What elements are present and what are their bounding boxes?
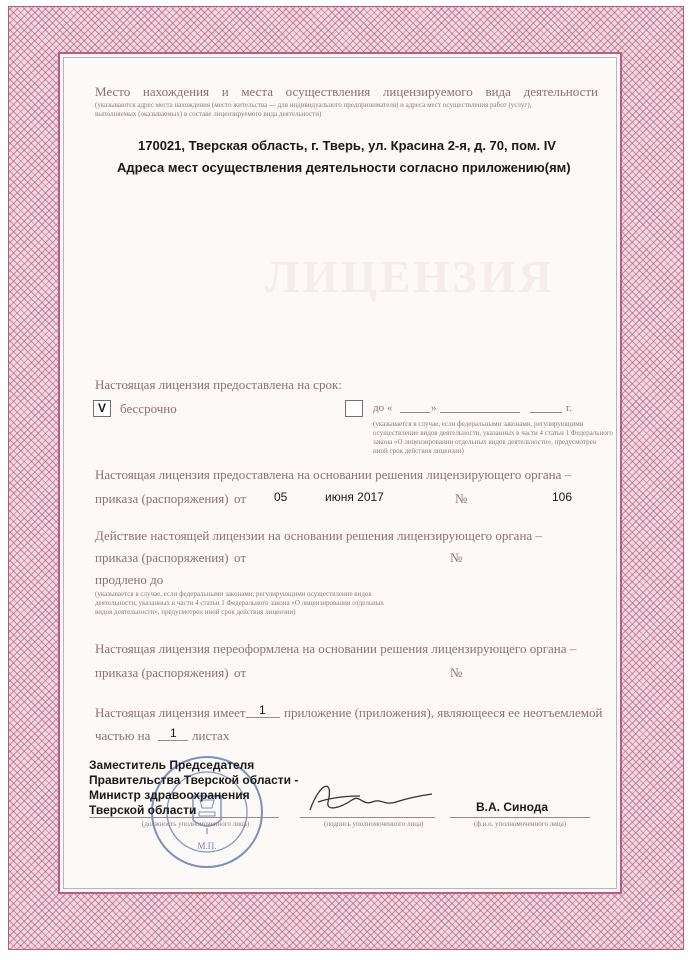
until-month-line bbox=[440, 412, 520, 413]
location-title: Место нахождения и места осуществления лицензируемого вида деятельности bbox=[95, 84, 598, 99]
basis-number: 106 bbox=[552, 490, 573, 504]
reissue-order-label: приказа (распоряжения) bbox=[95, 665, 229, 680]
signature bbox=[300, 772, 440, 818]
extension-line1: Действие настоящей лицензии на основании решения лицензирующего органа – bbox=[95, 528, 542, 543]
name-caption: (ф.и.о. уполномоченного лица) bbox=[474, 820, 567, 828]
reissue-line1: Настоящая лицензия переоформлена на основании решения лицензирующего органа – bbox=[95, 641, 577, 656]
background-watermark: ЛИЦЕНЗИЯ bbox=[265, 251, 555, 302]
extension-number-sign: № bbox=[450, 550, 463, 565]
location-note-1: (указываются адрес места нахождения (место жительства — для индивидуального предпринимателя) и адреса мест осуществления работ (услуг), bbox=[95, 101, 532, 109]
address-note: Адреса мест осуществления деятельности согласно приложению(ям) bbox=[117, 160, 571, 175]
extension-note-2: деятельности, указанных в части 4 статьи 1 Федерального закона «О лицензировании отдельных bbox=[95, 599, 384, 607]
extension-note-3: видов деятельности», предусмотрен иной срок действия лицензии) bbox=[95, 608, 296, 616]
year-suffix: г. bbox=[566, 402, 573, 414]
until-note-3: закона «О лицензировании отдельных видов деятельности», предусмотрен bbox=[373, 438, 597, 446]
position-line bbox=[89, 817, 279, 818]
term-label: Настоящая лицензия предоставлена на срок: bbox=[95, 377, 342, 392]
signatory-position-1: Заместитель Председателя bbox=[89, 758, 255, 772]
extension-note-1: (указывается в случае, если федеральными законами, регулирующими осуществление видов bbox=[95, 590, 372, 598]
until-note-2: осуществление видов деятельности, указанных в части 4 статьи 1 Федерального bbox=[373, 429, 613, 437]
basis-number-sign: № bbox=[455, 491, 468, 506]
seal-label: М.П. bbox=[197, 841, 217, 851]
indefinite-label: бессрочно bbox=[120, 401, 177, 416]
extension-order-label: приказа (распоряжения) bbox=[95, 550, 229, 565]
basis-from: от bbox=[234, 491, 247, 506]
position-caption: (должность уполномоченного лица) bbox=[142, 820, 250, 828]
appendix-sheets-line bbox=[158, 740, 188, 741]
until-note-1: (указывается в случае, если федеральными законами, регулирующими bbox=[373, 420, 584, 428]
until-day-line bbox=[400, 412, 430, 413]
appendix-count: 1 bbox=[259, 703, 266, 717]
extended-until: продлено до bbox=[95, 572, 164, 587]
signatory-position-4: Тверской области bbox=[89, 803, 197, 817]
until-prefix: до « bbox=[373, 402, 393, 414]
appendix-suffix: приложение (приложения), являющееся ее неотъемлемой bbox=[284, 705, 603, 720]
check-mark: V bbox=[98, 401, 107, 415]
appendix-sheets: 1 bbox=[170, 726, 177, 740]
address: 170021, Тверская область, г. Тверь, ул. Красина 2-я, д. 70, пом. IV bbox=[138, 138, 556, 153]
indefinite-checkbox[interactable] bbox=[93, 400, 111, 417]
location-note-2: выполняемых (оказываемых) в составе лицензируемого вида деятельности) bbox=[95, 110, 322, 118]
appendix-part-prefix: частью на bbox=[95, 728, 151, 743]
until-quote-close: » bbox=[431, 402, 437, 414]
basis-order-label: приказа (распоряжения) bbox=[95, 491, 229, 506]
appendix-count-line bbox=[246, 717, 280, 718]
until-note-4: иной срок действия лицензии) bbox=[373, 447, 464, 455]
signatory-position-2: Правительства Тверской области - bbox=[89, 773, 299, 787]
until-year-line bbox=[530, 412, 562, 413]
signature-caption: (подпись уполномоченного лица) bbox=[324, 820, 424, 828]
basis-month-year: июня 2017 bbox=[325, 490, 384, 504]
basis-line1: Настоящая лицензия предоставлена на основании решения лицензирующего органа – bbox=[95, 467, 572, 482]
reissue-number-sign: № bbox=[450, 665, 463, 680]
signatory-name: В.А. Синода bbox=[476, 800, 549, 814]
reissue-from: от bbox=[234, 665, 247, 680]
signature-line bbox=[300, 817, 435, 818]
appendix-sheets-suffix: листах bbox=[192, 728, 230, 743]
appendix-prefix: Настоящая лицензия имеет bbox=[95, 705, 246, 720]
extension-from: от bbox=[234, 550, 247, 565]
basis-day: 05 bbox=[274, 490, 288, 504]
signatory-position-3: Министр здравоохранения bbox=[89, 788, 250, 802]
name-line bbox=[450, 817, 590, 818]
until-checkbox[interactable] bbox=[345, 400, 363, 417]
